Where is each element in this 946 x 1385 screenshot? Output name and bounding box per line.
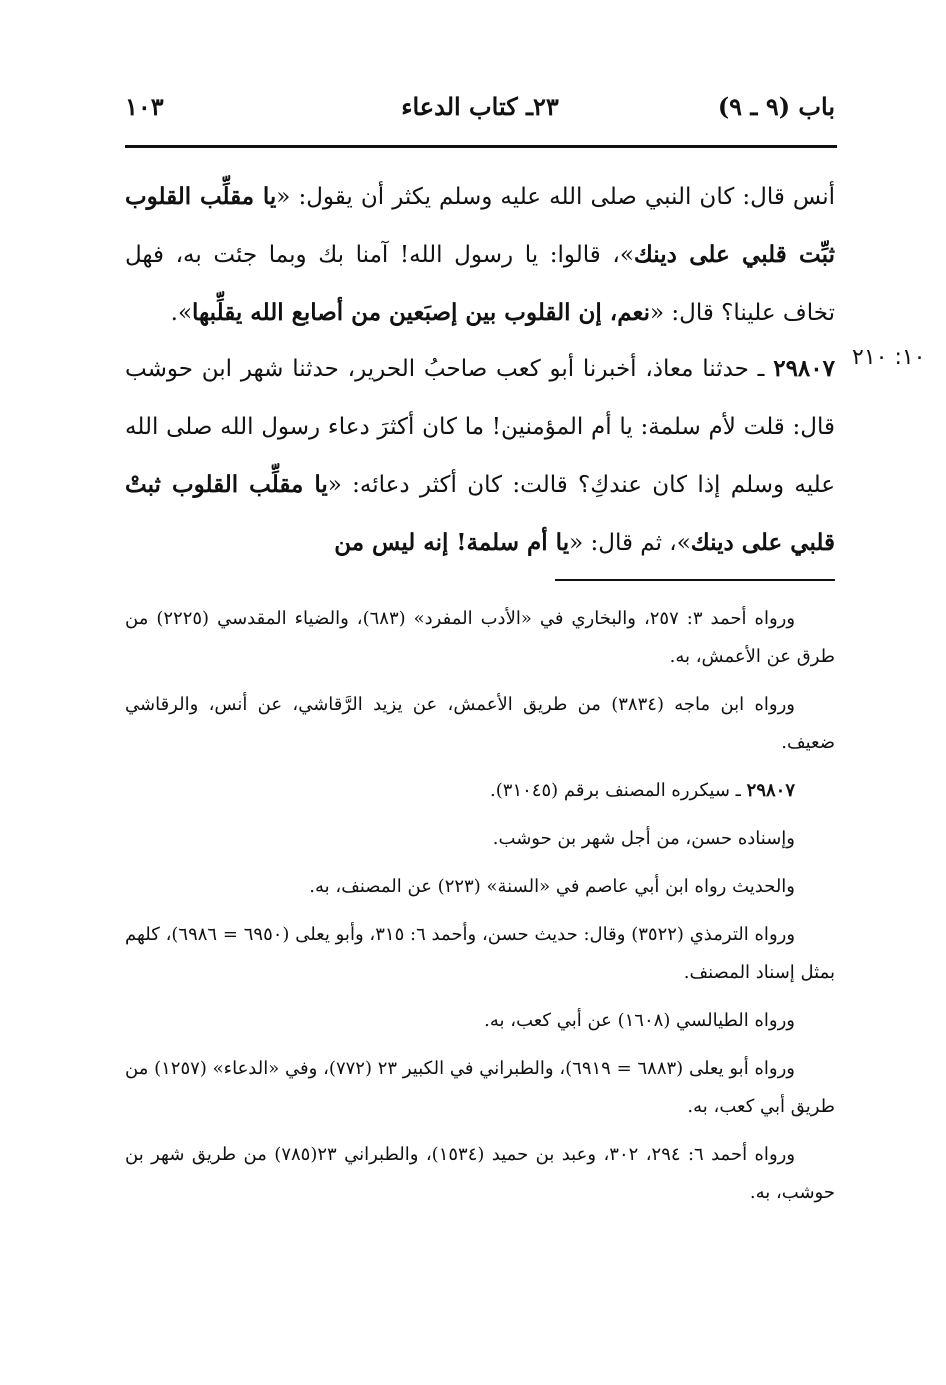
margin-reference: ١٠: ٢١٠ [852,345,926,370]
footnote [125,686,835,762]
footnote [125,600,835,676]
footnote-text: وإسناده حسن، من أجل شهر بن حوشب. [492,828,795,849]
footnote [125,916,835,992]
prophetic-text: نعم، إن القلوب بين إصبَعين من أصابع الله يقلِّبها [192,299,650,326]
footnote-text: ورواه أحمد ٦: ٢٩٤، ٣٠٢، وعبد بن حميد (١٥٣٤)، والطبراني ٢٣(٧٨٥) من طريق شهر بن حوشب، به. [125,1144,835,1203]
text-run: ». [170,300,193,326]
text-run: أنس قال: كان النبي صلى الله عليه وسلم يكثر أن يقول: « [276,184,836,210]
prophetic-text: يا أم سلمة! إنه ليس من [334,529,570,556]
hadith-number: ٢٩٨٠٧ [773,355,835,382]
hadith-paragraph-1 [125,168,835,342]
footnote-text: ورواه ابن ماجه (٣٨٣٤) من طريق الأعمش، عن يزيد الرَّقاشي، عن أنس، والرقاشي ضعيف. [125,694,835,753]
page-header [125,92,835,132]
footnote [125,1050,835,1126]
text-run: »، ثم قال: « [569,530,691,556]
footnote-separator [555,579,835,581]
footnotes [125,600,835,1222]
footnote [125,1002,835,1040]
footnote-text: ورواه الترمذي (٣٥٢٢) وقال: حديث حسن، وأحمد ٦: ٣١٥، وأبو يعلى (٦٩٥٠ = ٦٩٨٦)، كلهم بمثل إسناد المصنف. [125,924,835,983]
prophetic-text: يا مقلِّب القلوب ثبتْ قلبي على دينك [125,471,835,556]
book-title: ٢٣ـ كتاب الدعاء [401,92,559,121]
chapter-title: باب (٩ ـ ٩) [717,92,835,121]
hadith-paragraph-2 [125,340,835,572]
footnote-text: والحديث رواه ابن أبي عاصم في «السنة» (٢٢٣) عن المصنف، به. [309,876,795,897]
text-run: »، قالوا: يا رسول الله! آمنا بك وبما جئت به، فهل تخاف علينا؟ قال: « [125,242,835,326]
text-run: ـ حدثنا معاذ، أخبرنا أبو كعب صاحبُ الحرير، حدثنا شهر ابن حوشب قال: قلت لأم سلمة: يا أم المؤمنين! ما كان أكثرَ دعاء رسول الله صلى الله عليه وسلم إذا كان عندكِ؟ قالت: كان أكثر دعائه: « [125,356,835,498]
footnote-text: ورواه الطيالسي (١٦٠٨) عن أبي كعب، به. [484,1010,795,1031]
page-number: ١٠٣ [125,92,164,121]
footnote-text: ورواه أحمد ٣: ٢٥٧، والبخاري في «الأدب المفرد» (٦٨٣)، والضياء المقدسي (٢٢٢٥) من طرق عن الأعمش، به. [125,608,835,667]
footnote [125,868,835,906]
footnote [125,1136,835,1212]
footnote-text: ورواه أبو يعلى (٦٨٨٣ = ٦٩١٩)، والطبراني في الكبير ٢٣ (٧٧٢)، وفي «الدعاء» (١٢٥٧) من طريق أبي كعب، به. [125,1058,835,1117]
footnote [125,820,835,858]
prophetic-text: يا مقلِّب القلوب ثبِّت قلبي على دينك [125,183,835,268]
footnote-text: ـ سيكرره المصنف برقم (٣١٠٤٥). [490,780,747,801]
footnote [125,772,835,810]
footnote-number: ٢٩٨٠٧ [746,780,795,801]
header-rule [125,145,837,148]
